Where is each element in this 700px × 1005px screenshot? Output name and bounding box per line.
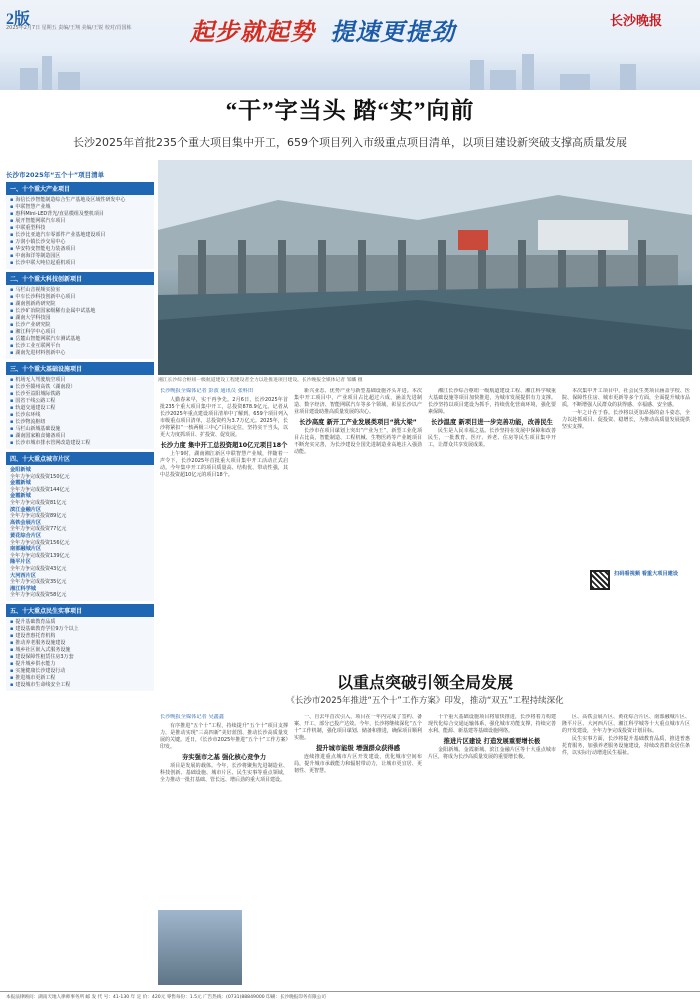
- qr-code-block[interactable]: [590, 570, 690, 590]
- project-list-item: ▪ 展开智能网联汽车项目: [10, 218, 150, 225]
- district-entry: [10, 480, 150, 493]
- district-detail: 全年力争完成投资139亿元: [10, 552, 70, 559]
- districts-section: [6, 452, 154, 601]
- article2-paragraph: 连续推进重点城市片区开发建设，优化城市空间布局，提升城市承载能力和辐射带动力，让城市更宜居、更韧性、更智慧。: [294, 754, 422, 774]
- photo-caption: 湘江长沙综合枢纽一级航道建设工程建设者全力以赴推进项目建设。长沙晚报全媒体记者 邹麟 摄: [158, 378, 363, 383]
- project-list-item: ▪ 华安特变智能电力装备项目: [10, 246, 150, 253]
- article1-paragraph: 新兴业态、优势产业与新型基础设施齐头并进。本次集中开工项目中，产业项目占比超过六成，涵盖先进制造、数字经济、智能网联汽车等多个领域，彰显长沙以产业项目建设助推高质量发展的决心。: [294, 388, 422, 415]
- livelihood-item: ▪ 推进城市更新工程: [10, 675, 150, 682]
- districts-heading: 四、十大重点城市片区: [6, 452, 154, 465]
- livelihood-item: ▪ 提升城乡供水能力: [10, 661, 150, 668]
- second-subheadline: 《长沙市2025年推进“五个十”工作方案》印发，推动“双五”工程持续深化: [286, 696, 564, 706]
- masthead-info: 2025年2月7日 星期五 责编/王翔 美编/王锐 校对/肖国栋: [6, 25, 132, 31]
- district-detail: 全年力争完成投资81亿元: [10, 499, 67, 506]
- article2-column-2: [294, 714, 422, 986]
- project-list-item: ▪ 长沙至益阳城际铁路: [10, 391, 150, 398]
- project-list-item: ▪ 长沙产业研究院: [10, 322, 150, 329]
- article2-subhead-2: 提升城市能级 增强群众获得感: [315, 745, 401, 752]
- page-footer: 本报法律顾问：湖南天地人律师事务所 邮 发 代 号：41-130 年 定 价：420元 零售每份：1.5元 广告热线：(0731)88849000 印刷：长沙晚报印务有限公司: [0, 991, 700, 1005]
- article2-paragraph: 一、自去年首次引入，项目在一年内完成了签约、备案、开工，部分已投产达效。今年，长沙将继续深化“五个十”工作机制，强化项目谋划、储备和推进，确保项目顺利实施。: [294, 714, 422, 741]
- article2-paragraph: 十个重大基础设施项目将加快推进，长沙将着力构建现代化综合交通运输体系，强化城市功能支撑，持续完善水利、能源、新基建等基础设施网络。: [428, 714, 556, 734]
- district-detail: 全年力争完成投资89亿元: [10, 513, 67, 520]
- project-list-item: ▪ 马栏山新城基础设施: [10, 426, 150, 433]
- project-list-item: ▪ 长沙工业互联网平台: [10, 343, 150, 350]
- article2-paragraph: 区、高铁会展片区、黄花综合片区、南部融城片区、隆平片区、大河西片区、湘江科学城等十大重点城市片区的开发建设，全年力争完成投资计划目标。: [562, 714, 690, 734]
- article1-paragraph: 本次集中开工项目中，社会民生类项目涵盖学校、医院、保障性住房、城市更新等多个方面，全面提升城市品质，不断增强人民群众的获得感、幸福感、安全感。: [562, 388, 690, 408]
- district-name: 湘江科学城: [10, 585, 36, 592]
- livelihood-item: ▪ 建设保障性租赁住房3万套: [10, 654, 150, 661]
- article1-paragraph: 民生是人民幸福之基。长沙坚持在发展中保障和改善民生，一批教育、医疗、养老、住房等民生项目集中开工，让群众共享发展成果。: [428, 428, 556, 448]
- project-list-item: ▪ 湖南先进材料创新中心: [10, 350, 150, 357]
- livelihood-item: ▪ 提升基础教育品质: [10, 619, 150, 626]
- project-list-item: ▪ 中联重型科技: [10, 225, 150, 232]
- article1-column-1: [160, 388, 288, 663]
- district-detail: 全年力争完成投资43亿元: [10, 565, 67, 572]
- project-list-item: ▪ 万润小镇长沙交易中心: [10, 239, 150, 246]
- article1-paragraph: 一年之计在于春。长沙将以更加昂扬的奋斗姿态，全力以赴抓项目、促投资、稳增长，为推动高质量发展提供坚实支撑。: [562, 410, 690, 430]
- article1-paragraph: 人勤春来早，实干再争先。2月6日，长沙2025年首批235个重大项目集中开工，总投资878.9亿元。记者从长沙2025年重点建设项目清单中了解到，659个项目列入市级重点项目清单，总投资约为3.7万亿元。2025年，长沙将紧扣“一核两极三中心”目标定位，坚持实干当头，以更大力度抓项目、扩投资、促发展。: [160, 397, 288, 438]
- project-list-item: ▪ 长沙市城市排水管网改造建设工程: [10, 440, 150, 447]
- article2-subhead-3: 推进片区建设 打造发展重要增长极: [443, 738, 541, 745]
- district-name: 隆平片区: [10, 559, 31, 566]
- article1-column-4: [562, 388, 690, 566]
- district-name: 金霞新城: [10, 493, 31, 500]
- project-list-item: ▪ 惠科Mini-LED背光/直显模组及整机项目: [10, 211, 150, 218]
- district-entry: [10, 533, 150, 546]
- project-list-item: ▪ 长沙物流枢纽: [10, 419, 150, 426]
- livelihood-heading: 五、十大重点民生实事项目: [6, 604, 154, 617]
- second-headline: 以重点突破引领全局发展: [336, 675, 513, 692]
- page-number: 2版: [6, 11, 31, 28]
- article1-paragraph: 湘江长沙综合枢纽一级航道建设工程、湘江科学城重大基础设施等项目加快推进，为城市发展提供有力支撑。长沙坚持以项目建设为抓手，持续优化营商环境，强化要素保障。: [428, 388, 556, 415]
- sidebar-section: [6, 362, 154, 449]
- article1-subhead-3: 长沙温度 新项目进一步完善功能，改善民生: [431, 419, 553, 426]
- sidebar-section-heading: 一、十个重大产业项目: [6, 182, 154, 195]
- article2-paragraph: 有序推进“五个十”工程，持续提升“五个十”项目支撑力，是推动实现“三高四新”美好蓝图、推动长沙高质量发展的关键。近日，《长沙市2025年推进“五个十”工作方案》印发。: [160, 723, 288, 750]
- livelihood-item: ▪ 城乡社区嵌入式服务设施: [10, 647, 150, 654]
- qr-caption: 扫码看视频 看重大项目建设: [614, 571, 679, 577]
- district-detail: 全年力争完成投资58亿元: [10, 592, 67, 599]
- sidebar-title: 长沙市2025年“五个十”项目清单: [6, 171, 105, 179]
- article2-byline: 长沙晚报全媒体记者 吴鑫鑫: [160, 714, 224, 720]
- district-entry: [10, 520, 150, 533]
- project-list-item: ▪ 湘江科学中心项目: [10, 329, 150, 336]
- project-list-item: ▪ 海信长沙智能制造综合生产基地及区域性研发中心: [10, 197, 150, 204]
- slogan-blue: 提速更提劲: [330, 19, 456, 46]
- project-list-item: ▪ 长沙东环线: [10, 412, 150, 419]
- district-entry: [10, 507, 150, 520]
- project-list-item: ▪ 岳麓山智能网联汽车测试基地: [10, 336, 150, 343]
- article1-column-2: [294, 388, 422, 663]
- sidebar-section-heading: 三、十个重大基础设施项目: [6, 362, 154, 375]
- main-subheadline: 长沙2025年首批235个重大项目集中开工，659个项目列入市级重点项目清单，以项目建设新突破支撑高质量发展: [73, 136, 627, 149]
- main-headline: “干”字当头 踏“实”向前: [225, 98, 475, 123]
- article2-column-3: [428, 714, 556, 986]
- district-detail: 全年力争完成投资150亿元: [10, 473, 70, 480]
- sidebar-section: [6, 272, 154, 359]
- project-list-item: ▪ 中南海洋等制造园区: [10, 253, 150, 260]
- project-list-item: ▪ 湖南创新药研究院: [10, 301, 150, 308]
- livelihood-item: ▪ 建设城市生命线安全工程: [10, 682, 150, 689]
- district-entry: [10, 467, 150, 480]
- project-list-item: ▪ 长沙至赣州高铁（湖南段）: [10, 384, 150, 391]
- district-entry: [10, 559, 150, 572]
- district-entry: [10, 573, 150, 586]
- article2-column-1-tail: [248, 914, 288, 984]
- project-list-item: ▪ 马栏山音视频实验室: [10, 287, 150, 294]
- district-name: 黄花综合片区: [10, 532, 42, 539]
- project-list-item: ▪ 国省干线公路工程: [10, 398, 150, 405]
- livelihood-item: ▪ 建设普惠托育机构: [10, 633, 150, 640]
- article2-column-4: [562, 714, 690, 986]
- sidebar-section-heading: 二、十个重大科技创新项目: [6, 272, 154, 285]
- project-list-item: ▪ 长沙矿冶院国家级稀有金属中试基地: [10, 308, 150, 315]
- district-name: 滨江金融片区: [10, 506, 42, 513]
- livelihood-item: ▪ 建设基础教育学位9万个以上: [10, 626, 150, 633]
- project-list-sidebar: [6, 170, 154, 980]
- district-detail: 全年力争完成投资77亿元: [10, 526, 67, 533]
- livelihood-item: ▪ 实施健康长沙建设行动: [10, 668, 150, 675]
- district-detail: 全年力争完成投资156亿元: [10, 539, 70, 546]
- project-list-item: ▪ 中车长沙科技创新中心项目: [10, 294, 150, 301]
- article2-paragraph: 项目是发展的载体。今年，长沙将聚焦先进制造业、科技创新、基础设施、城市片区、民生实事等重点领域，全力推动一批打基础、管长远、增后劲的重大项目建设。: [160, 763, 288, 783]
- qr-code-icon[interactable]: [590, 570, 610, 590]
- project-list-item: ▪ 长沙中联大吨位起重机项目: [10, 260, 150, 267]
- district-name: 金霞新城: [10, 480, 31, 487]
- article1-byline: 长沙晚报全媒体记者 彭波 通讯员 张科田: [160, 388, 254, 394]
- project-list-item: ▪ 轨道交通建设工程: [10, 405, 150, 412]
- project-list-item: ▪ 机场无人驾驶航空项目: [10, 377, 150, 384]
- district-detail: 全年力争完成投资35亿元: [10, 579, 67, 586]
- hydro-hub-photo: [158, 160, 692, 375]
- sidebar-section: [6, 182, 154, 269]
- article2-paragraph: 金阳新城、金霞新城、滨江金融片区等十大重点城市片区，将成为长沙高质量发展的重要增长极。: [428, 747, 556, 760]
- livelihood-section: [6, 604, 154, 691]
- article1-paragraph: 长沙市在项目谋划上突出“产业为王”，新型工业化项目占比高，智能制造、工程机械、生物医药等产业链项目不断充实完善，为长沙建设全国先进制造业高地注入强劲动能。: [294, 428, 422, 455]
- article2-paragraph: 民生实事方面，长沙将提升基础教育品质，推进普惠托育服务，加强养老服务设施建设，持续改善群众居住条件，以实际行动增进民生福祉。: [562, 736, 690, 756]
- article1-paragraph: 上午9时，湖南湘江新区中联智慧产业城，伴随着一声令下，长沙2025年首批重大项目集中开工活动正式启动。今年集中开工的项目质量高、结构优、带动性强，其中总投资超10亿元的项目18个。: [160, 451, 288, 478]
- article2-column-1: [160, 714, 288, 909]
- livelihood-item: ▪ 推动养老服务设施建设: [10, 640, 150, 647]
- article1-subhead-1: 长沙力度 集中开工总投资超10亿元项目18个: [160, 442, 288, 449]
- project-list-item: ▪ 湖南国家粮食储备项目: [10, 433, 150, 440]
- slogan-red: 起步就起势: [190, 19, 315, 46]
- district-entry: [10, 493, 150, 506]
- skyline-illustration: [0, 50, 700, 90]
- project-list-item: ▪ 长沙比亚迪汽车零部件产业基地建设项目: [10, 232, 150, 239]
- project-list-item: ▪ 湖南大学科技园: [10, 315, 150, 322]
- district-name: 大河西片区: [10, 572, 36, 579]
- district-name: 高铁会展片区: [10, 519, 42, 526]
- district-detail: 全年力争完成投资144亿元: [10, 486, 70, 493]
- slogan-banner: [190, 12, 455, 47]
- district-entry: [10, 546, 150, 559]
- article1-subhead-2: 长沙高度 新开工产业发展类项目“挑大梁”: [299, 419, 417, 426]
- article2-subhead-1: 夯实强市之基 强化核心竞争力: [181, 754, 267, 761]
- worker-photo: [158, 910, 242, 985]
- article1-column-3: [428, 388, 556, 663]
- district-name: 金阳新城: [10, 467, 31, 473]
- district-name: 南部融城片区: [10, 546, 42, 553]
- dam-illustration: [158, 160, 692, 375]
- project-list-item: ▪ 中联智慧产业城: [10, 204, 150, 211]
- newspaper-logo: 长沙晚报: [610, 13, 663, 28]
- district-entry: [10, 586, 150, 599]
